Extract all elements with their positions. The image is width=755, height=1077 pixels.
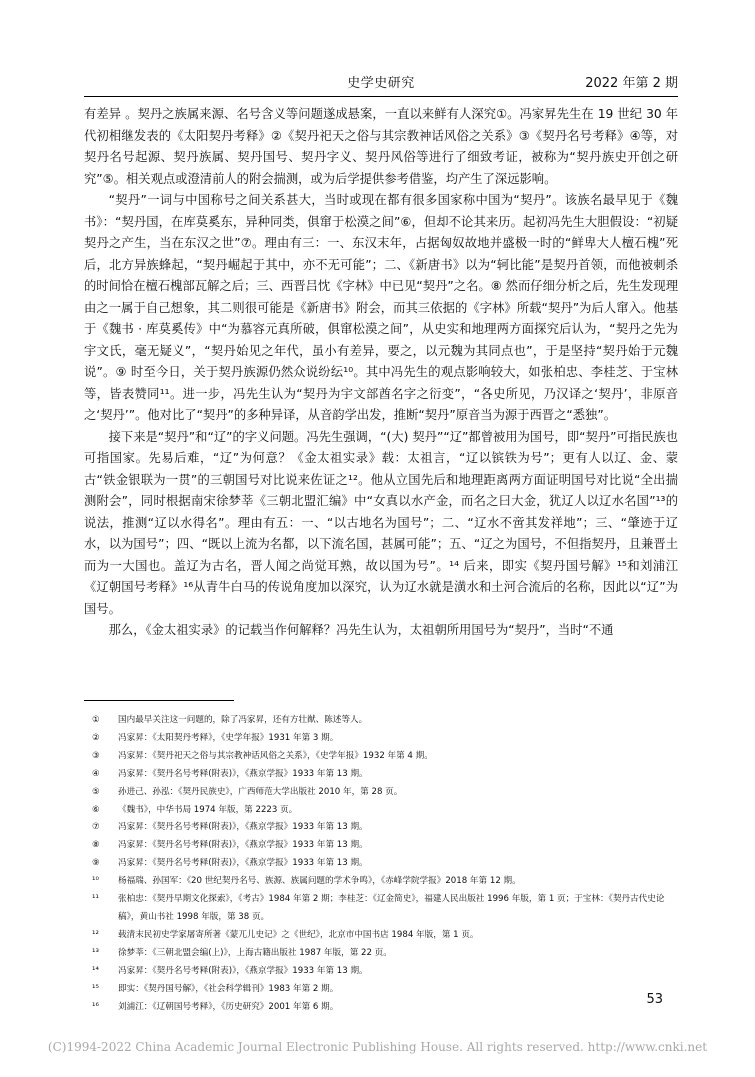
footnote-text: 冯家昇：《契丹名号考释(附表)》，《燕京学报》1933 年第 13 期。 [118, 768, 368, 779]
body-text [84, 104, 678, 642]
footnote-mark: ⑨ [92, 858, 100, 869]
footnote [92, 784, 678, 802]
footnote [92, 945, 678, 963]
footnote [92, 748, 678, 766]
footnote-text: 国内最早关注这一问题的，除了冯家昇，还有方壮猷、陈述等人。 [118, 715, 368, 725]
header-rule [84, 96, 678, 97]
footnote-mark: ⑧ [92, 840, 100, 851]
paragraph: 有差异 。契丹之族属来源、名号含义等问题遂成悬案，一直以来鲜有人深究①。冯家昇先生在 19 世纪 30 年代初相继发表的《太阳契丹考释》②《契丹祀天之俗与其宗教神话风俗之关系》③《契丹名号考释》④等，对契丹名号起源、契丹族属、契丹国号、契丹字义、契丹风俗等进行了细致考证，被称为“契丹族史开创之研究”⑤。相关观点或澄清前人的附会揣测，或为后学提供参考借鉴，均产生了深远影响。 [84, 107, 678, 186]
footnote [92, 891, 678, 927]
footnote-text: 冯家昇：《太阳契丹考释》，《史学年报》1931 年第 3 期。 [118, 732, 339, 743]
footnote-text: 冯家昇：《契丹名号考释(附表)》，《燕京学报》1933 年第 13 期。 [118, 965, 368, 976]
footnote-mark: ④ [92, 768, 100, 779]
footnote-text: 冯家昇：《契丹名号考释(附表)》，《燕京学报》1933 年第 13 期。 [118, 822, 368, 833]
footnote-mark: ¹⁶ [92, 1001, 99, 1012]
footnote-text: 冯家昇：《契丹名号考释(附表)》，《燕京学报》1933 年第 13 期。 [118, 840, 368, 851]
footnote [92, 837, 678, 855]
footnote-mark: ⑤ [92, 786, 100, 797]
journal-title: 史学史研究 [347, 76, 415, 91]
footnote-mark: ¹⁵ [92, 983, 99, 994]
footnotes [92, 712, 678, 1016]
footnote-mark: ③ [92, 750, 100, 761]
footnote-text: 孙进己、孙泓：《契丹民族史》，广西师范大学出版社 2010 年，第 28 页。 [118, 786, 403, 797]
footnote-rule [84, 700, 234, 701]
footnote-mark: ¹² [92, 929, 99, 940]
footnote-text: 刘浦江：《辽朝国号考释》，《历史研究》2001 年第 6 期。 [118, 1001, 339, 1012]
running-header [84, 68, 678, 94]
footnote-mark: ⑦ [92, 822, 100, 833]
footnote [92, 855, 678, 873]
paragraph: 那么，《金太祖实录》的记载当作何解释？冯先生认为，太祖朝所用国号为“契丹”，当时“不通 [108, 623, 614, 637]
footnote [92, 927, 678, 945]
footnote-mark: ② [92, 732, 100, 743]
footnote [92, 730, 678, 748]
paragraph: 接下来是“契丹”和“辽”的字义问题。冯先生强调，“(大) 契丹”“辽”都曾被用为国号，即“契丹”可指民族也可指国家。先易后难，“辽”为何意？《金太祖实录》载：太祖言，“辽以镔铁为号”；更有人以辽、金、蒙古“铁金银联为一贯”的三朝国号对比说来佐证之¹²。他从立国先后和地理距离两方面证明国号对比说“全出揣测附会”，同时根据南宋徐梦莘《三朝北盟汇编》中“女真以水产金，而名之曰大金，犹辽人以辽水名国”¹³的说法，推测“辽以水得名”。理由有五：一、“以古地名为国号”；二、“辽水不啻其发祥地”；三、“肇迹于辽水，以为国号”；四、“既以上流为名都，以下流名国，甚属可能”；五、“辽之为国号，不但指契丹，且兼晋土而为一大国也。盖辽为古名，晋人闻之尚觉耳熟，故以国为号”。¹⁴ 后来，即实《契丹国号解》¹⁵和刘浦江《辽朝国号考释》¹⁶从青牛白马的传说角度加以深究，认为辽水就是潢水和土河合流后的名称，因此以“辽”为国号。 [84, 429, 678, 616]
footnote-text: 即实：《契丹国号解》，《社会科学辑刊》1983 年第 2 期。 [118, 983, 339, 994]
footnote-mark: ¹³ [92, 947, 99, 958]
footnote [92, 999, 678, 1017]
footnote [92, 802, 678, 820]
footnote-mark: ¹⁴ [92, 965, 99, 976]
footnote-mark: ① [92, 715, 100, 725]
footnote-text: 冯家昇：《契丹名号考释(附表)》，《燕京学报》1933 年第 13 期。 [118, 858, 368, 869]
footnote-text: 徐梦莘：《三朝北盟会编(上)》，上海古籍出版社 1987 年版，第 22 页。 [118, 947, 392, 958]
footnote-mark: ⑥ [92, 804, 100, 815]
paragraph: “契丹”一词与中国称号之间关系甚大，当时或现在都有很多国家称中国为“契丹”。该族名最早见于《魏书》：“契丹国，在库莫奚东，异种同类，俱窜于松漠之间”⑥，但却不论其来历。起初冯先生大胆假设：“初疑契丹之产生，当在东汉之世”⑦。理由有三：一、东汉末年，占据匈奴故地并盛极一时的“鲜卑大人檀石槐”死后，北方异族蜂起，“契丹崛起于其中，亦不无可能”；二、《新唐书》以为“轲比能”是契丹首领，而他被刺杀的时间恰在檀石槐部瓦解之后；三、西晋吕忱《字林》中已见“契丹”之名。⑧ 然而仔细分析之后，先生发现理由之一属于自己想象，其二则很可能是《新唐书》附会，而其三依据的《字林》所载“契丹”为后人窜入。他基于《魏书 · 库莫奚传》中“为慕容元真所破，俱窜松漠之间”，从史实和地理两方面探究后认为，“契丹之先为宇文氏，毫无疑义”，“契丹始见之年代，虽小有差异，要之，以元魏为其同点也”，于是坚持“契丹始于元魏说”。⑨ 时至今日，关于契丹族源仍然众说纷纭¹⁰。其中冯先生的观点影响较大，如张柏忠、李桂芝、于宝林等，皆表赞同¹¹。进一步，冯先生认为“契丹为宇文部酋名字之衍变”，“各史所见，乃汉译之‘契丹’，非原音之‘契丹’”。他对比了“契丹”的多种异译，从音韵学出发，推断“契丹”原音当为源于西晋之“悉独”。 [84, 193, 678, 422]
footnote-mark: ¹⁰ [92, 876, 99, 887]
footnote-text: 杨福瑞、孙国军：《20 世纪契丹名号、族源、族属问题的学术争鸣》，《赤峰学院学报》2018 年第 12 期。 [118, 876, 521, 887]
footnote-text: 《魏书》，中华书局 1974 年版，第 2223 页。 [118, 804, 298, 815]
footnote-mark: ¹¹ [92, 894, 99, 905]
footnote [92, 981, 678, 999]
footnote [92, 819, 678, 837]
footnote [92, 963, 678, 981]
footnote [92, 873, 678, 891]
copyright-notice: (C)1994-2022 China Academic Journal Electronic Publishing House. All rights reserved. http://www.cnki.net [47, 1040, 708, 1054]
footnote [92, 766, 678, 784]
issue-label: 2022 年第 2 期 [585, 76, 678, 91]
page-number: 53 [646, 992, 663, 1007]
footnote-text: 冯家昇：《契丹祀天之俗与其宗教神话风俗之关系》，《史学年报》1932 年第 4 期。 [118, 750, 433, 761]
footnote-text: 载清末民初史学家屠寄所著《蒙兀儿史记》之《世纪》，北京市中国书店 1984 年版，第 1 页。 [118, 929, 479, 940]
footnote-text: 张柏忠：《契丹早期文化探索》，《考古》1984 年第 2 期；李桂芝：《辽金简史》，福建人民出版社 1996 年版，第 1 页；于宝林：《契丹古代史论稿》，黄山书社 1998 年版，第 38 页。 [118, 894, 665, 922]
footnote [92, 712, 678, 730]
